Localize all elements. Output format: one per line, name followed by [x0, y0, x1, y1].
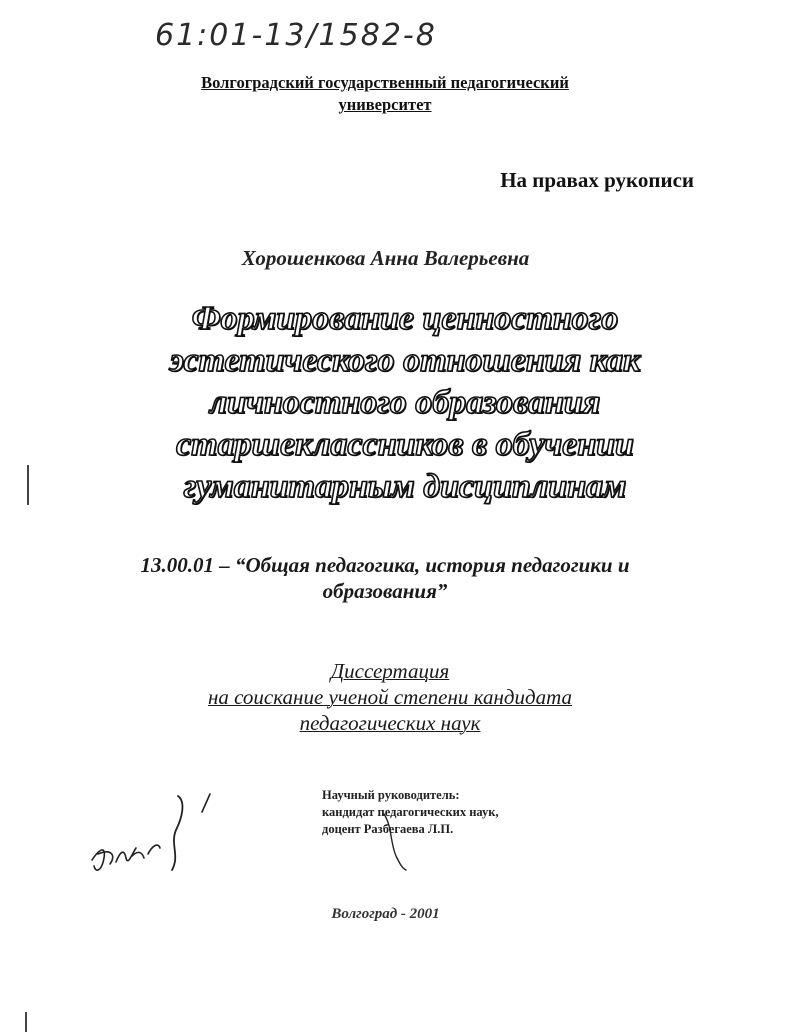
university-name [120, 72, 650, 116]
supervisor-line-1: Научный руководитель: [322, 788, 460, 802]
supervisor-line-2: кандидат педагогических наук, [322, 805, 499, 819]
author-name: Хорошенкова Анна Валерьевна [241, 246, 530, 270]
dissertation-title [40, 298, 770, 508]
specialty-line-1: 13.00.01 – “Общая педагогика, история педагогики и [140, 553, 630, 577]
dissertation-line-2: на соискание ученой степени кандидата [207, 685, 573, 709]
university-line-1: Волгоградский государственный педагогический [201, 73, 569, 92]
handwritten-signature [82, 778, 242, 888]
city-year: Волгоград - 2001 [331, 906, 440, 922]
title-line: старшеклассников в обучении [176, 426, 634, 463]
title-line: эстетического отношения как [169, 342, 641, 379]
university-line-2: университет [338, 95, 432, 114]
title-line: гуманитарным дисциплинам [183, 468, 627, 505]
specialty-code [60, 552, 710, 604]
supervisor-line-3: доцент Разбегаева Л.П. [322, 822, 454, 836]
scan-artifact [25, 1012, 27, 1032]
signature-mark [376, 812, 416, 872]
dissertation-line-3: педагогических наук [299, 711, 481, 735]
scientific-supervisor [322, 787, 622, 838]
manuscript-note: На правах рукописи [500, 168, 694, 192]
title-line: Формирование ценностного [191, 300, 619, 337]
dissertation-degree [100, 658, 680, 736]
archive-code-handwritten: 61:01-13/1582-8 [155, 18, 437, 53]
dissertation-line-1: Диссертация [330, 659, 450, 683]
specialty-line-2: образования” [322, 579, 448, 603]
scan-artifact [27, 465, 29, 505]
title-line: личностного образования [209, 384, 601, 421]
